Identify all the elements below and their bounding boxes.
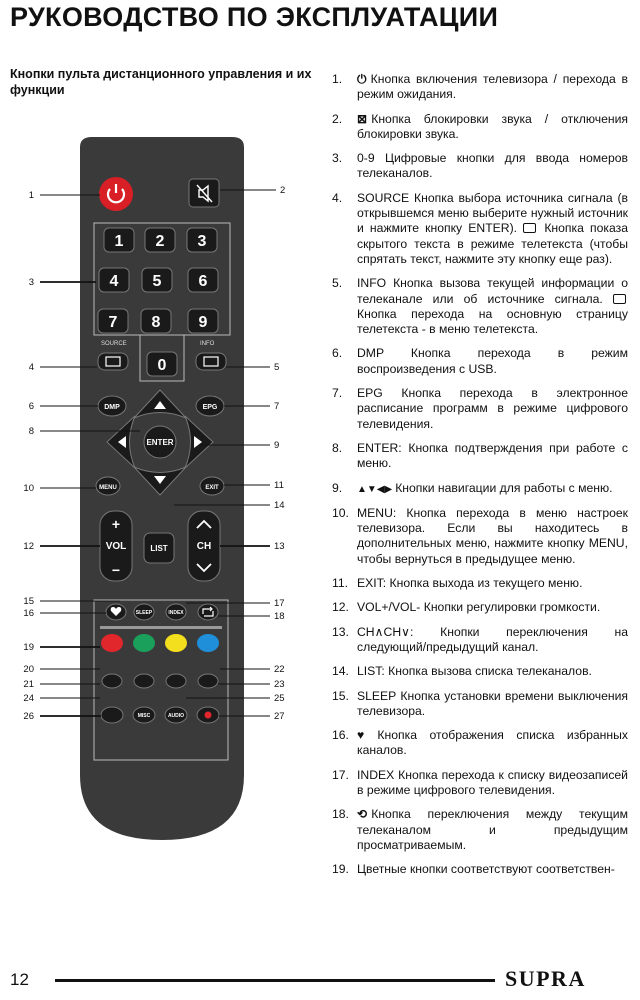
list-item (332, 276, 628, 337)
item-number: 17. (332, 767, 349, 782)
item-number: 8. (332, 440, 343, 455)
callout-number: 27 (274, 711, 285, 722)
item-text-block (357, 481, 628, 497)
section-subtitle: Кнопки пульта дистанционного управления и их функции (10, 67, 312, 97)
list-item (332, 506, 628, 567)
menu-label: MENU (99, 485, 117, 491)
green-button (133, 634, 155, 652)
footer-rule (55, 979, 495, 982)
epg-label: EPG (202, 404, 218, 411)
dmp-label: DMP (104, 404, 120, 411)
callout-number: 10 (23, 483, 34, 494)
list-item (332, 112, 628, 143)
power-button (99, 177, 133, 211)
nav-arrows-icon: ▲▼◀▶ (357, 483, 393, 495)
item-text-block (357, 441, 628, 472)
callout-number: 26 (23, 711, 34, 722)
list-item (332, 386, 628, 432)
callout-number: 16 (23, 608, 34, 619)
item-text: Цветные кнопки соответствуют соответствен- (357, 862, 615, 877)
item-text: EPG Кнопка перехода в электронное расписание программ в режиме цифрового телевидения. (357, 386, 628, 431)
item-text-extra: Кнопка показа скрытого текста в режиме телетекста (чтобы спрятать текст, нажмите эту кнопку еще раз). (357, 221, 629, 266)
digit-label: 2 (155, 233, 165, 250)
callout-number: 4 (28, 362, 34, 373)
list-item (332, 807, 628, 853)
callout-number: 3 (28, 277, 34, 288)
digit-label: 5 (152, 273, 162, 290)
callout-number: 7 (274, 401, 280, 412)
function-list (332, 72, 628, 886)
recall-button (198, 604, 218, 620)
enter-label: ENTER (146, 438, 174, 447)
item-text-block (357, 664, 628, 679)
source-label: SOURCE (101, 341, 127, 347)
teletext-reveal-icon (523, 223, 536, 233)
callout-number: 25 (274, 693, 285, 704)
item-text: Кнопка переключения между текущим телеканалом и предыдущим просматриваемым. (357, 807, 628, 852)
item-number: 2. (332, 111, 343, 126)
item-number: 11. (332, 576, 349, 591)
callout-number: 24 (23, 693, 34, 704)
list-item (332, 600, 628, 615)
item-text-block (357, 689, 628, 720)
item-text-block (357, 386, 628, 432)
list-item (332, 441, 628, 472)
index-label: INDEX (168, 610, 184, 616)
teletext-button-26 (101, 707, 123, 723)
vol-label: VOL (105, 541, 127, 552)
digit-label: 1 (114, 233, 124, 250)
digit-label: 9 (198, 314, 208, 331)
list-item (332, 191, 628, 267)
teletext-button-a (134, 674, 154, 688)
callout-number: 6 (28, 401, 34, 412)
list-item (332, 728, 628, 759)
item-text-block (357, 506, 628, 567)
callout-number: 8 (28, 426, 34, 437)
item-text-block (357, 600, 628, 615)
exit-label: EXIT (205, 485, 219, 491)
callout-number: 13 (274, 541, 285, 552)
list-item (332, 664, 628, 679)
item-number: 15. (332, 688, 349, 703)
item-text-block (357, 625, 628, 656)
item-text: Кнопка блокировки звука / отключения блокировки звука. (357, 111, 628, 141)
list-label: LIST (150, 544, 168, 553)
blue-button (197, 634, 219, 652)
sleep-label: SLEEP (135, 610, 153, 616)
item-text-block (357, 112, 628, 143)
item-text-extra: Кнопка перехода на основную страницу телетекста - в меню телетекста. (357, 306, 628, 337)
item-text-block (357, 728, 628, 759)
item-number: 3. (332, 151, 343, 166)
vol-plus: + (111, 516, 121, 532)
item-text: CH∧CH∨: Кнопки переключения на следующий/предыдущий канал. (357, 624, 628, 654)
heart-icon: ♥ (357, 728, 374, 743)
callout-number: 9 (274, 440, 280, 451)
list-item (332, 72, 628, 103)
callout-number: 21 (23, 679, 34, 690)
item-number: 19. (332, 862, 349, 877)
teletext-button-21 (102, 674, 122, 688)
item-text-block (357, 191, 628, 267)
item-text: EXIT: Кнопка выхода из текущего меню. (357, 576, 583, 591)
item-text-block (357, 768, 628, 799)
callout-number: 12 (23, 541, 34, 552)
callout-number: 1 (28, 190, 34, 201)
item-number: 5. (332, 276, 343, 291)
digit-label: 0 (157, 357, 167, 374)
source-button (98, 353, 128, 370)
item-number: 10. (332, 505, 349, 520)
item-number: 1. (332, 72, 343, 86)
callout-number: 23 (274, 679, 285, 690)
item-text: MENU: Кнопка перехода в меню настроек телевизора. Если вы находитесь в дополнительных меню, нажмите кнопку MENU, чтобы вернуться в предыдущее меню. (357, 505, 628, 566)
list-item (332, 625, 628, 656)
item-number: 12. (332, 600, 349, 615)
callout-number: 15 (23, 596, 34, 607)
ch-label: CH (196, 541, 212, 552)
item-text-block (357, 576, 628, 591)
item-number: 13. (332, 624, 349, 639)
mute-icon: ⊠ (357, 111, 368, 126)
teletext-index-icon (613, 294, 626, 304)
digit-label: 7 (108, 314, 118, 331)
info-button (196, 353, 226, 370)
callout-number: 14 (274, 500, 285, 511)
item-number: 7. (332, 386, 343, 401)
item-text-block (357, 862, 628, 877)
callout-number: 20 (23, 664, 34, 675)
list-item (332, 576, 628, 591)
item-text: ENTER: Кнопка подтверждения при работе с меню. (357, 440, 628, 471)
item-text: VOL+/VOL- Кнопки регулировки громкости. (357, 600, 601, 615)
teletext-button-23 (198, 674, 218, 688)
item-number: 6. (332, 346, 343, 361)
item-text-block (357, 346, 628, 377)
remote-control-illustration (0, 135, 330, 855)
item-text: SOURCE Кнопка выбора источника сигнала (в открывшемся меню выберите нужный источник и нажмите кнопку ENTER). (357, 190, 628, 236)
item-text-block (357, 807, 628, 853)
item-number: 18. (332, 807, 349, 822)
item-text-block (357, 276, 628, 337)
list-item (332, 689, 628, 720)
list-item (332, 768, 628, 799)
callout-number: 11 (274, 480, 284, 491)
digit-label: 4 (109, 273, 119, 290)
digit-label: 3 (197, 233, 207, 250)
callout-number: 22 (274, 664, 285, 675)
callout-number: 18 (274, 611, 285, 622)
digit-label: 8 (151, 314, 161, 331)
item-text: SLEEP Кнопка установки времени выключения телевизора. (357, 688, 628, 718)
callout-number: 2 (280, 185, 286, 196)
item-text: 0-9 Цифровые кнопки для ввода номеров телеканалов. (357, 151, 628, 181)
item-text: Кнопки навигации для работы с меню. (395, 480, 613, 495)
info-label: INFO (200, 341, 215, 347)
item-text: INFO Кнопка вызова текущей информации о телеканале или об источнике сигнала. (357, 276, 628, 306)
item-text-block (357, 72, 628, 103)
list-item (332, 481, 628, 497)
teletext-button-b (166, 674, 186, 688)
item-text-block (357, 151, 628, 182)
brand-logo: SUPRA (505, 966, 586, 991)
misc-label: MISC (137, 713, 151, 719)
item-number: 14. (332, 664, 349, 679)
yellow-button (165, 634, 187, 652)
item-text: Кнопка отображения списка избранных каналов. (357, 728, 628, 758)
power-icon: ⏻ (357, 72, 367, 86)
recall-icon: ⟲ (357, 807, 368, 822)
callout-number: 17 (274, 598, 285, 609)
audio-label: AUDIO (167, 713, 185, 719)
list-item (332, 862, 628, 877)
page-title: РУКОВОДСТВО ПО ЭКСПЛУАТАЦИИ (10, 2, 499, 32)
callout-number: 5 (274, 362, 280, 373)
list-item (332, 346, 628, 377)
item-number: 9. (332, 480, 343, 495)
page-number: 12 (10, 970, 29, 989)
digit-label: 6 (198, 273, 208, 290)
item-number: 16. (332, 728, 349, 743)
item-text: LIST: Кнопка вызова списка телеканалов. (357, 664, 592, 679)
list-item (332, 151, 628, 182)
red-button (101, 634, 123, 652)
item-text: Кнопка включения телевизора / перехода в режим ожидания. (357, 72, 628, 102)
vol-minus: − (111, 562, 121, 578)
item-number: 4. (332, 190, 343, 205)
item-text: DMP Кнопка перехода в режим воспроизведения с USB. (357, 346, 628, 376)
callout-number: 19 (23, 642, 34, 653)
item-text: INDEX Кнопка перехода к списку видеозаписей в режиме цифрового телевидения. (357, 767, 628, 797)
